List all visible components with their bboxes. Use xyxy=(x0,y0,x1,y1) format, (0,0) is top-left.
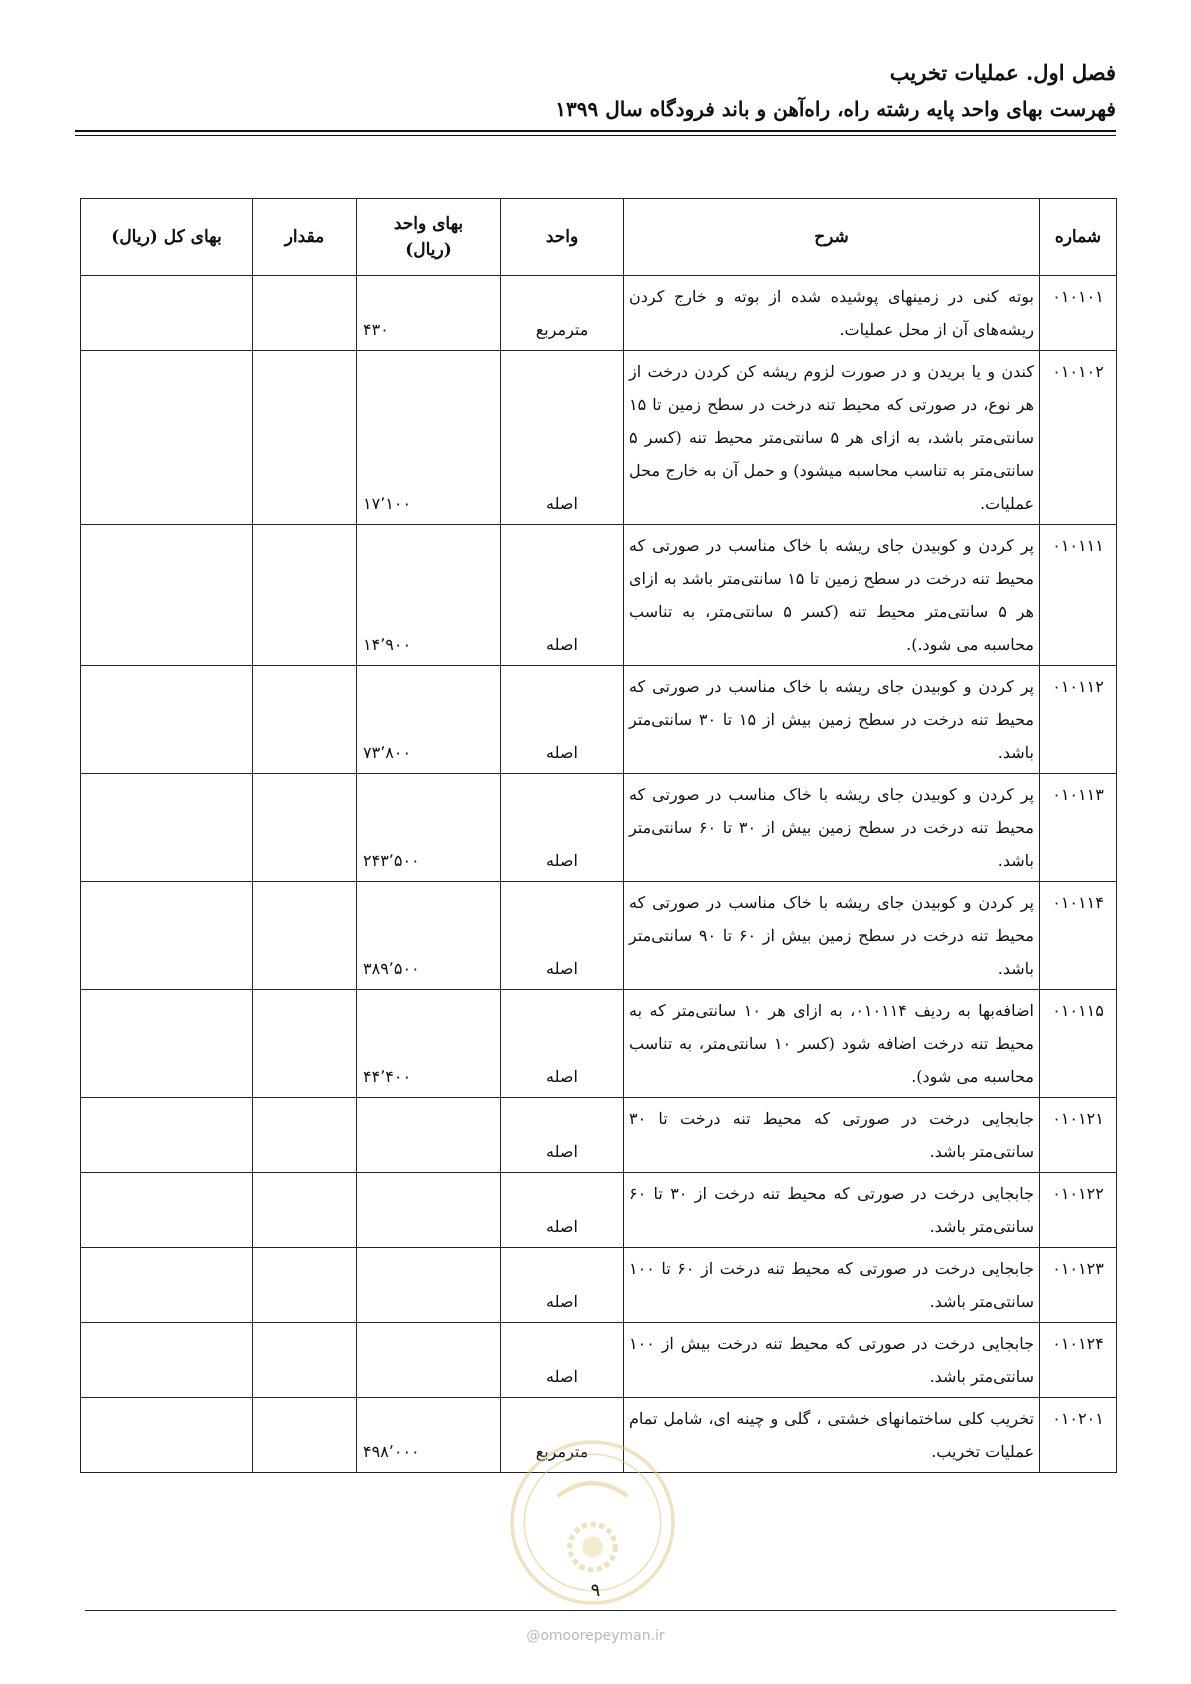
document-subtitle: فهرست بهای واحد پایه رشته راه، راه‌آهن و باند فرودگاه سال ۱۳۹۹ xyxy=(555,97,1116,121)
table-row xyxy=(81,666,1117,774)
row-description: جابجایی درخت در صورتی که محیط تنه درخت از ۶۰ تا ۱۰۰ سانتی‌متر باشد. xyxy=(624,1248,1040,1323)
row-quantity xyxy=(253,666,357,774)
row-unit-price: ۲۴۳٬۵۰۰ xyxy=(357,774,501,882)
page-number: ۹ xyxy=(590,1580,601,1601)
row-total xyxy=(81,990,253,1098)
row-unit-price xyxy=(357,1323,501,1398)
row-unit: اصله xyxy=(501,990,624,1098)
row-description: تخریب کلی ساختمانهای خشتی ، گلی و چینه ای، شامل تمام عملیات تخریب. xyxy=(624,1398,1040,1473)
col-header-unit: واحد xyxy=(501,199,624,276)
price-list-table xyxy=(80,198,1117,1473)
row-quantity xyxy=(253,351,357,525)
row-unit: اصله xyxy=(501,774,624,882)
col-header-total: بهای کل (ریال) xyxy=(81,199,253,276)
table-row xyxy=(81,1248,1117,1323)
row-description: جابجایی درخت در صورتی که محیط تنه درخت از ۳۰ تا ۶۰ سانتی‌متر باشد. xyxy=(624,1173,1040,1248)
row-total xyxy=(81,666,253,774)
footer-rule xyxy=(85,1610,1116,1611)
row-total xyxy=(81,882,253,990)
row-unit-price: ۷۳٬۸۰۰ xyxy=(357,666,501,774)
row-unit: اصله xyxy=(501,1248,624,1323)
row-quantity xyxy=(253,882,357,990)
row-unit: مترمربع xyxy=(501,276,624,351)
row-unit-price: ۴۴٬۴۰۰ xyxy=(357,990,501,1098)
row-quantity xyxy=(253,990,357,1098)
row-quantity xyxy=(253,1098,357,1173)
row-code: ۰۱۰۱۱۵ xyxy=(1040,990,1117,1098)
table-row xyxy=(81,1098,1117,1173)
row-code: ۰۱۰۱۰۲ xyxy=(1040,351,1117,525)
col-header-code: شماره xyxy=(1040,199,1117,276)
table-row xyxy=(81,1173,1117,1248)
unit-price-label: بهای واحد xyxy=(393,214,464,234)
row-description: جابجایی درخت در صورتی که محیط تنه درخت بیش از ۱۰۰ سانتی‌متر باشد. xyxy=(624,1323,1040,1398)
row-unit-price: ۴۹۸٬۰۰۰ xyxy=(357,1398,501,1473)
table-row xyxy=(81,1323,1117,1398)
table-row xyxy=(81,774,1117,882)
row-code: ۰۱۰۱۲۴ xyxy=(1040,1323,1117,1398)
header-rule-thick xyxy=(75,130,1116,132)
row-unit-price xyxy=(357,1173,501,1248)
row-description: پر کردن و کوبیدن جای ریشه با خاک مناسب در صورتی که محیط تنه درخت در سطح زمین بیش از ۱۵ تا ۳۰ سانتی‌متر باشد. xyxy=(624,666,1040,774)
row-code: ۰۱۰۱۲۱ xyxy=(1040,1098,1117,1173)
row-total xyxy=(81,774,253,882)
row-description: پر کردن و کوبیدن جای ریشه با خاک مناسب در صورتی که محیط تنه درخت در سطح زمین تا ۱۵ سانتی‌متر باشد به ازای هر ۵ سانتی‌متر محیط تنه (کسر ۵ سانتی‌متر، به تناسب محاسبه می شود.). xyxy=(624,525,1040,666)
row-unit: اصله xyxy=(501,1098,624,1173)
row-code: ۰۱۰۲۰۱ xyxy=(1040,1398,1117,1473)
table-header-row xyxy=(81,199,1117,276)
row-total xyxy=(81,1098,253,1173)
row-unit-price xyxy=(357,1248,501,1323)
row-code: ۰۱۰۱۰۱ xyxy=(1040,276,1117,351)
table-row xyxy=(81,990,1117,1098)
row-code: ۰۱۰۱۱۱ xyxy=(1040,525,1117,666)
watermark-text: @omoorepeyman.ir xyxy=(526,1628,665,1644)
row-unit-price: ۱۷٬۱۰۰ xyxy=(357,351,501,525)
chapter-title: فصل اول. عملیات تخریب xyxy=(889,60,1116,85)
col-header-description: شرح xyxy=(624,199,1040,276)
row-code: ۰۱۰۱۱۲ xyxy=(1040,666,1117,774)
row-unit: اصله xyxy=(501,1173,624,1248)
row-description: کندن و یا بریدن و در صورت لزوم ریشه کن کردن درخت از هر نوع، در صورتی که محیط تنه درخت در سطح زمین تا ۱۵ سانتی‌متر باشد، به ازای هر ۵ سانتی‌متر محیط تنه (کسر ۵ سانتی‌متر به تناسب محاسبه میشود) و حمل آن به خارج محل عملیات. xyxy=(624,351,1040,525)
row-unit: اصله xyxy=(501,525,624,666)
col-header-unit-price xyxy=(357,199,501,276)
table-row xyxy=(81,351,1117,525)
unit-price-currency: (ریال) xyxy=(405,240,452,260)
row-description: اضافه‌بها به ردیف ۰۱۰۱۱۴، به ازای هر ۱۰ سانتی‌متر که به محیط تنه درخت اضافه شود (کسر ۱۰ سانتی‌متر، به تناسب محاسبه می شود). xyxy=(624,990,1040,1098)
row-unit: اصله xyxy=(501,666,624,774)
row-total xyxy=(81,1323,253,1398)
row-description: پر کردن و کوبیدن جای ریشه با خاک مناسب در صورتی که محیط تنه درخت در سطح زمین بیش از ۳۰ تا ۶۰ سانتی‌متر باشد. xyxy=(624,774,1040,882)
row-total xyxy=(81,351,253,525)
col-header-quantity: مقدار xyxy=(253,199,357,276)
row-code: ۰۱۰۱۱۴ xyxy=(1040,882,1117,990)
row-quantity xyxy=(253,774,357,882)
table-row xyxy=(81,276,1117,351)
row-unit: اصله xyxy=(501,882,624,990)
row-code: ۰۱۰۱۲۲ xyxy=(1040,1173,1117,1248)
page-header xyxy=(75,58,1116,124)
row-description: پر کردن و کوبیدن جای ریشه با خاک مناسب در صورتی که محیط تنه درخت در سطح زمین بیش از ۶۰ تا ۹۰ سانتی‌متر باشد. xyxy=(624,882,1040,990)
table-row xyxy=(81,882,1117,990)
row-unit: اصله xyxy=(501,1323,624,1398)
row-total xyxy=(81,1173,253,1248)
row-total xyxy=(81,276,253,351)
row-quantity xyxy=(253,525,357,666)
row-unit-price: ۳۸۹٬۵۰۰ xyxy=(357,882,501,990)
row-unit-price: ۱۴٬۹۰۰ xyxy=(357,525,501,666)
row-total xyxy=(81,1398,253,1473)
table-row xyxy=(81,525,1117,666)
row-total xyxy=(81,1248,253,1323)
row-code: ۰۱۰۱۲۳ xyxy=(1040,1248,1117,1323)
row-quantity xyxy=(253,1173,357,1248)
row-quantity xyxy=(253,1323,357,1398)
row-unit: اصله xyxy=(501,351,624,525)
row-quantity xyxy=(253,276,357,351)
row-code: ۰۱۰۱۱۳ xyxy=(1040,774,1117,882)
row-quantity xyxy=(253,1248,357,1323)
row-unit-price xyxy=(357,1098,501,1173)
header-rule-thin xyxy=(75,135,1116,136)
row-description: بوته کنی در زمینهای پوشیده شده از بوته و خارج کردن ریشه‌های آن از محل عملیات. xyxy=(624,276,1040,351)
row-quantity xyxy=(253,1398,357,1473)
row-description: جابجایی درخت در صورتی که محیط تنه درخت تا ۳۰ سانتی‌متر باشد. xyxy=(624,1098,1040,1173)
row-unit-price: ۴۳۰ xyxy=(357,276,501,351)
row-total xyxy=(81,525,253,666)
row-unit: مترمربع xyxy=(501,1398,624,1473)
